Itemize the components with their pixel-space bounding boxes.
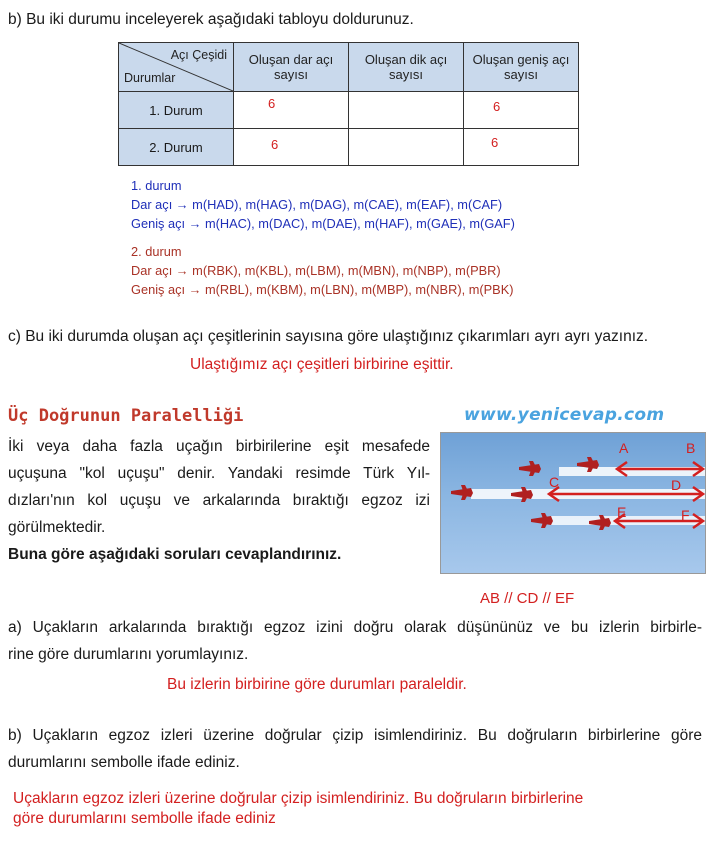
- intro-line: görülmektedir.: [8, 519, 106, 536]
- header-angle-type: Açı Çeşidi: [170, 48, 227, 62]
- jet-icon: [519, 461, 541, 476]
- answer-b2: [13, 789, 583, 829]
- notes-case-2: [131, 242, 514, 299]
- cell-dar[interactable]: [234, 92, 349, 129]
- table-corner-cell: [119, 43, 234, 92]
- answer-line: Uçakların egzoz izleri üzerine doğrular çizip isimlendiriniz. Bu doğruların birbirlerine: [13, 790, 584, 807]
- note-line: Dar açı → m(RBK), m(KBL), m(LBM), m(MBN), m(NBP), m(PBR): [131, 263, 501, 278]
- angle-table: [118, 42, 579, 166]
- question-a: [8, 614, 702, 668]
- question-line: rine göre durumlarını yorumlayınız.: [8, 646, 249, 663]
- intro-line: İki veya daha fazla uçağın birbirilerine eşit mesafede: [8, 438, 430, 455]
- jet-icon: [451, 485, 473, 500]
- label-c: C: [549, 474, 560, 490]
- label-d: D: [671, 477, 682, 493]
- note-line: Geniş açı → m(HAC), m(DAC), m(DAE), m(HAF), m(GAE), m(GAF): [131, 216, 515, 231]
- question-c: c) Bu iki durumda oluşan açı çeşitlerinin sayısına göre ulaştığınız çıkarımları ayrı ayrı yazınız.: [8, 328, 649, 345]
- cell-genis[interactable]: [464, 92, 579, 129]
- label-b: B: [686, 440, 696, 456]
- notes-case-1: [131, 176, 515, 233]
- table-row: [119, 92, 579, 129]
- intro-paragraph: [8, 433, 430, 568]
- section-title: Üç Doğrunun Paralelliği: [8, 406, 244, 426]
- column-header-dik: Oluşan dik açı sayısı: [349, 43, 464, 92]
- jet-icon: [531, 513, 553, 528]
- note-line: Dar açı → m(HAD), m(HAG), m(DAG), m(CAE), m(EAF), m(CAF): [131, 197, 503, 212]
- answer-a: Bu izlerin birbirine göre durumları paraleldir.: [167, 676, 467, 693]
- intro-line: dızları'nın kol uçuşu ve arkalarında bıraktığı egzoz izi: [8, 492, 430, 509]
- label-f: F: [681, 507, 690, 523]
- answer-line: göre durumlarını sembolle ifade ediniz: [13, 810, 276, 827]
- intro-line: uçuşuna "kol uçuşu" denir. Yandaki resimde Türk Yıl-: [8, 465, 430, 482]
- cell-value: 6: [268, 96, 276, 111]
- label-e: E: [617, 504, 627, 520]
- formation-flight-photo: [440, 432, 706, 574]
- intro-bold: Buna göre aşağıdaki soruları cevaplandırınız.: [8, 546, 342, 563]
- note-line: Geniş açı → m(RBL), m(KBM), m(LBN), m(MBP), m(NBR), m(PBK): [131, 282, 514, 297]
- header-cases: Durumlar: [124, 71, 176, 85]
- row-label: 2. Durum: [119, 129, 234, 166]
- cell-value: 6: [271, 137, 279, 152]
- column-header-genis: Oluşan geniş açı sayısı: [464, 43, 579, 92]
- cell-dik[interactable]: [349, 129, 464, 166]
- cell-value: 6: [493, 99, 501, 114]
- question-line: a) Uçakların arkalarında bıraktığı egzoz izini doğru olarak düşününüz ve bu izlerin birbirle-: [8, 619, 702, 636]
- watermark: www.yenicevap.com: [464, 405, 665, 425]
- row-label: 1. Durum: [119, 92, 234, 129]
- parallel-note: AB // CD // EF: [480, 590, 575, 607]
- question-b2: [8, 722, 702, 776]
- answer-c: Ulaştığımız açı çeşitleri birbirine eşittir.: [190, 356, 454, 373]
- question-b: b) Bu iki durumu inceleyerek aşağıdaki tabloyu doldurunuz.: [8, 11, 414, 28]
- cell-dar[interactable]: [234, 129, 349, 166]
- question-line: b) Uçakların egzoz izleri üzerine doğrular çizip isimlendiriniz. Bu doğruların birbirlerine göre: [8, 727, 702, 744]
- question-line: durumlarını sembolle ifade ediniz.: [8, 754, 240, 771]
- note-title: 1. durum: [131, 178, 182, 193]
- cell-genis[interactable]: [464, 129, 579, 166]
- photo-illustration: [441, 433, 705, 573]
- table-header-row: [119, 43, 579, 92]
- note-title: 2. durum: [131, 244, 182, 259]
- cell-value: 6: [491, 135, 499, 150]
- table-row: [119, 129, 579, 166]
- column-header-dar: Oluşan dar açı sayısı: [234, 43, 349, 92]
- label-a: A: [619, 440, 629, 456]
- cell-dik[interactable]: [349, 92, 464, 129]
